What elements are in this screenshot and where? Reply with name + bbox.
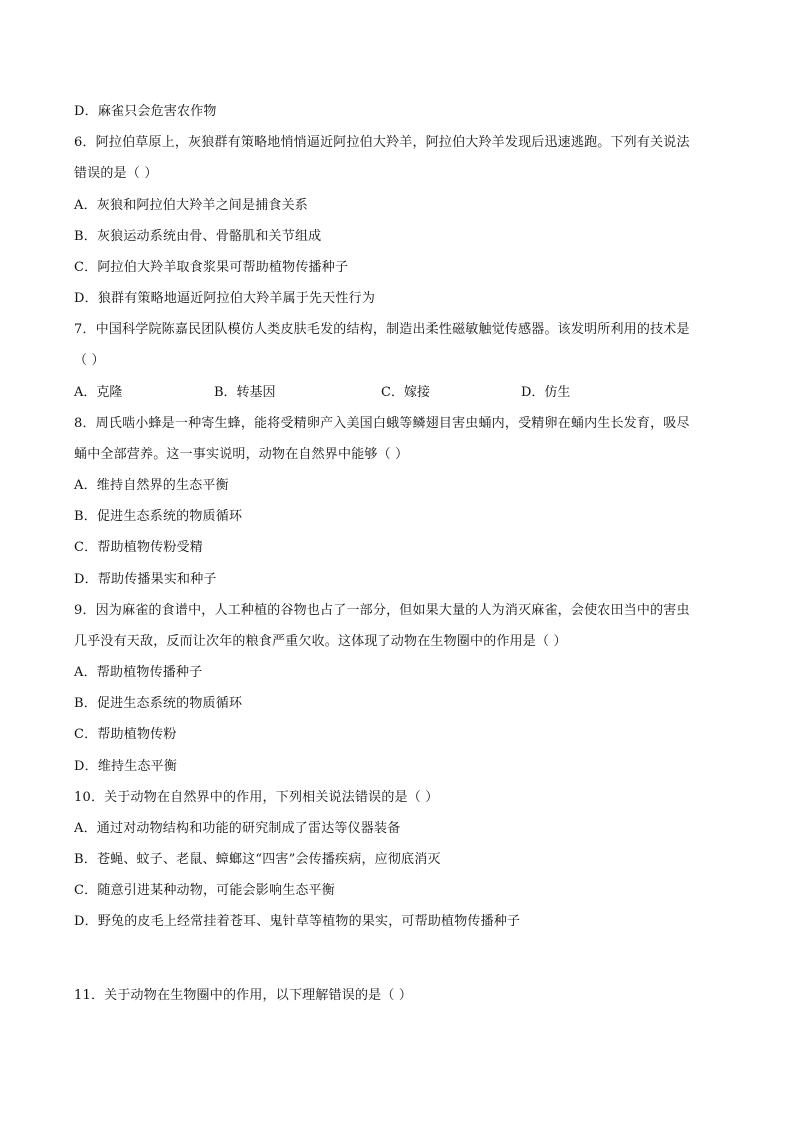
q9-stem-line1: 9．因为麻雀的食谱中，人工种植的谷物也占了一部分，但如果大量的人为消灭麻雀，会使农田当中的害虫 (74, 603, 690, 618)
q11-stem: 11．关于动物在生物圈中的作用，以下理解错误的是（ ） (74, 988, 413, 1003)
q6-stem-line1: 6．阿拉伯草原上，灰狼群有策略地悄悄逼近阿拉伯大羚羊，阿拉伯大羚羊发现后迅速逃跑。下列有关说法 (74, 135, 690, 150)
q8-option-b: B．促进生态系统的物质循环 (74, 509, 243, 524)
q8-stem-line1: 8．周氏啮小蜂是一种寄生蜂，能将受精卵产入美国白蛾等鳞翅目害虫蛹内，受精卵在蛹内生长发育，吸尽 (74, 416, 690, 431)
q8-option-c: C．帮助植物传粉受精 (74, 540, 203, 555)
q10-option-d: D．野兔的皮毛上经常挂着苍耳、鬼针草等植物的果实，可帮助植物传播种子 (74, 914, 521, 929)
q6-option-b: B．灰狼运动系统由骨、骨骼肌和关节组成 (74, 229, 322, 244)
q6-option-a: A．灰狼和阿拉伯大羚羊之间是捕食关系 (74, 198, 308, 213)
q5-option-d: D．麻雀只会危害农作物 (74, 104, 217, 119)
q8-stem-line2: 蛹中全部营养。这一事实说明，动物在自然界中能够（ ） (74, 447, 409, 462)
q7-stem-line2: （ ） (74, 353, 105, 368)
q7-option-d: D．仿生 (521, 385, 571, 400)
q9-option-d: D．维持生态平衡 (74, 759, 178, 774)
q7-option-a: A．克隆 (74, 385, 123, 400)
q6-option-d: D．狼群有策略地逼近阿拉伯大羚羊属于先天性行为 (74, 291, 376, 306)
q8-option-a: A．维持自然界的生态平衡 (74, 478, 229, 493)
q8-option-d: D．帮助传播果实和种子 (74, 572, 217, 587)
q7-option-c: C．嫁接 (381, 385, 430, 400)
q9-option-c: C．帮助植物传粉 (74, 727, 177, 742)
q7-option-b: B．转基因 (214, 385, 276, 400)
q6-option-c: C．阿拉伯大羚羊取食浆果可帮助植物传播种子 (74, 260, 349, 275)
q9-stem-line2: 几乎没有天敌，反而让次年的粮食严重欠收。这体现了动物在生物圈中的作用是（ ） (74, 634, 567, 649)
q10-option-a: A．通过对动物结构和功能的研究制成了雷达等仪器装备 (74, 821, 401, 836)
q10-option-b: B．苍蝇、蚊子、老鼠、蟑螂这“四害”会传播疾病，应彻底消灭 (74, 852, 441, 867)
q6-stem-line2: 错误的是（ ） (74, 166, 158, 181)
q9-option-a: A．帮助植物传播种子 (74, 665, 203, 680)
q10-stem: 10．关于动物在自然界中的作用，下列相关说法错误的是（ ） (74, 790, 439, 805)
q10-option-c: C．随意引进某种动物，可能会影响生态平衡 (74, 883, 335, 898)
q9-option-b: B．促进生态系统的物质循环 (74, 696, 243, 711)
q7-stem-line1: 7．中国科学院陈嘉民团队模仿人类皮肤毛发的结构，制造出柔性磁敏触觉传感器。该发明所利用的技术是 (74, 322, 690, 337)
